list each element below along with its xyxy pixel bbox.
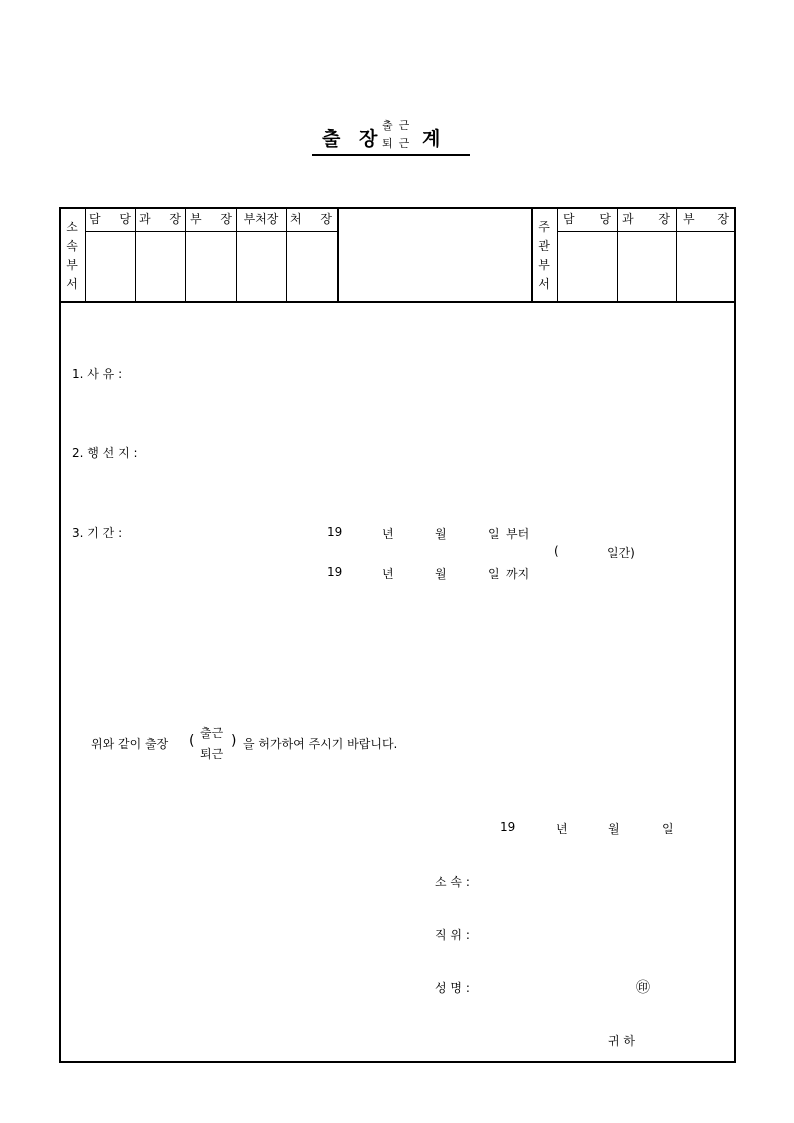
approval-left-col-divider: [286, 208, 287, 302]
date-month: 월: [608, 822, 620, 836]
approval-left-side-divider: [85, 208, 86, 302]
period-from-month: 월: [435, 527, 447, 541]
side-label-char: 속: [66, 239, 78, 253]
approval-left-col-divider: [236, 208, 237, 302]
period-to-suffix: 까지: [506, 567, 530, 581]
period-to-year-prefix: 19: [327, 565, 343, 579]
form-frame: [59, 207, 736, 1063]
approval-left-col-divider: [135, 208, 136, 302]
request-open-paren: (: [189, 733, 195, 749]
side-label-char: 주: [538, 220, 550, 234]
approval-right-col-divider: [617, 208, 618, 302]
request-sub-bottom: 퇴근: [200, 747, 224, 761]
form-title: [312, 118, 470, 156]
title-char-2: 장: [359, 128, 378, 150]
side-label-char: 서: [538, 277, 550, 291]
approval-col-label: 부 장: [190, 212, 232, 226]
request-close-paren: ): [231, 733, 237, 749]
approval-right-col-divider: [676, 208, 677, 302]
side-label-char: 관: [538, 239, 550, 253]
approval-col-label: 처 장: [290, 212, 332, 226]
approval-col-label: 부 장: [683, 212, 729, 226]
approval-left-header-line: [85, 231, 337, 232]
signer-affiliation-label: 소 속 :: [435, 875, 470, 889]
approval-col-label: 과 장: [622, 212, 670, 226]
request-prefix: 위와 같이 출장: [91, 737, 169, 751]
period-to-year: 년: [382, 567, 394, 581]
approval-col-label: 담 당: [89, 212, 131, 226]
approval-col-label: 담 당: [563, 212, 611, 226]
period-duration-label: 일간): [607, 546, 635, 560]
side-label-char: 부: [538, 258, 550, 272]
approval-right-start: [531, 208, 533, 302]
date-year-prefix: 19: [500, 820, 516, 834]
field-destination-label: 2. 행 선 지 :: [72, 446, 138, 460]
approval-left-end: [337, 208, 339, 302]
request-sub-top: 출근: [200, 726, 224, 740]
period-duration-open: (: [554, 544, 559, 558]
request-suffix: 을 허가하여 주시기 바랍니다.: [243, 737, 398, 751]
field-reason-label: 1. 사 유 :: [72, 367, 123, 381]
seal-icon: ㊞: [636, 980, 650, 996]
side-label-char: 서: [66, 277, 78, 291]
period-from-year: 년: [382, 527, 394, 541]
approval-right-side-divider: [557, 208, 558, 302]
approval-right-header-line: [557, 231, 734, 232]
period-from-suffix: 부터: [506, 527, 530, 541]
period-to-month: 월: [435, 567, 447, 581]
title-sub-bottom: 퇴근: [382, 137, 416, 150]
approval-col-label: 과 장: [139, 212, 181, 226]
signer-name-label: 성 명 :: [435, 981, 470, 995]
period-from-year-prefix: 19: [327, 525, 343, 539]
approval-col-label: 부처장: [243, 212, 279, 226]
addressee-label: 귀 하: [608, 1034, 635, 1048]
period-to-day: 일: [488, 567, 500, 581]
approval-divider: [59, 301, 736, 303]
side-label-char: 소: [66, 220, 78, 234]
field-period-label: 3. 기 간 :: [72, 526, 123, 540]
date-year: 년: [556, 822, 568, 836]
date-day: 일: [662, 822, 674, 836]
side-label-char: 부: [66, 258, 78, 272]
title-sub-top: 출근: [382, 119, 416, 132]
period-from-day: 일: [488, 527, 500, 541]
title-char-1: 출: [322, 128, 341, 150]
approval-left-col-divider: [185, 208, 186, 302]
signer-position-label: 직 위 :: [435, 928, 470, 942]
title-char-3: 계: [422, 128, 441, 150]
